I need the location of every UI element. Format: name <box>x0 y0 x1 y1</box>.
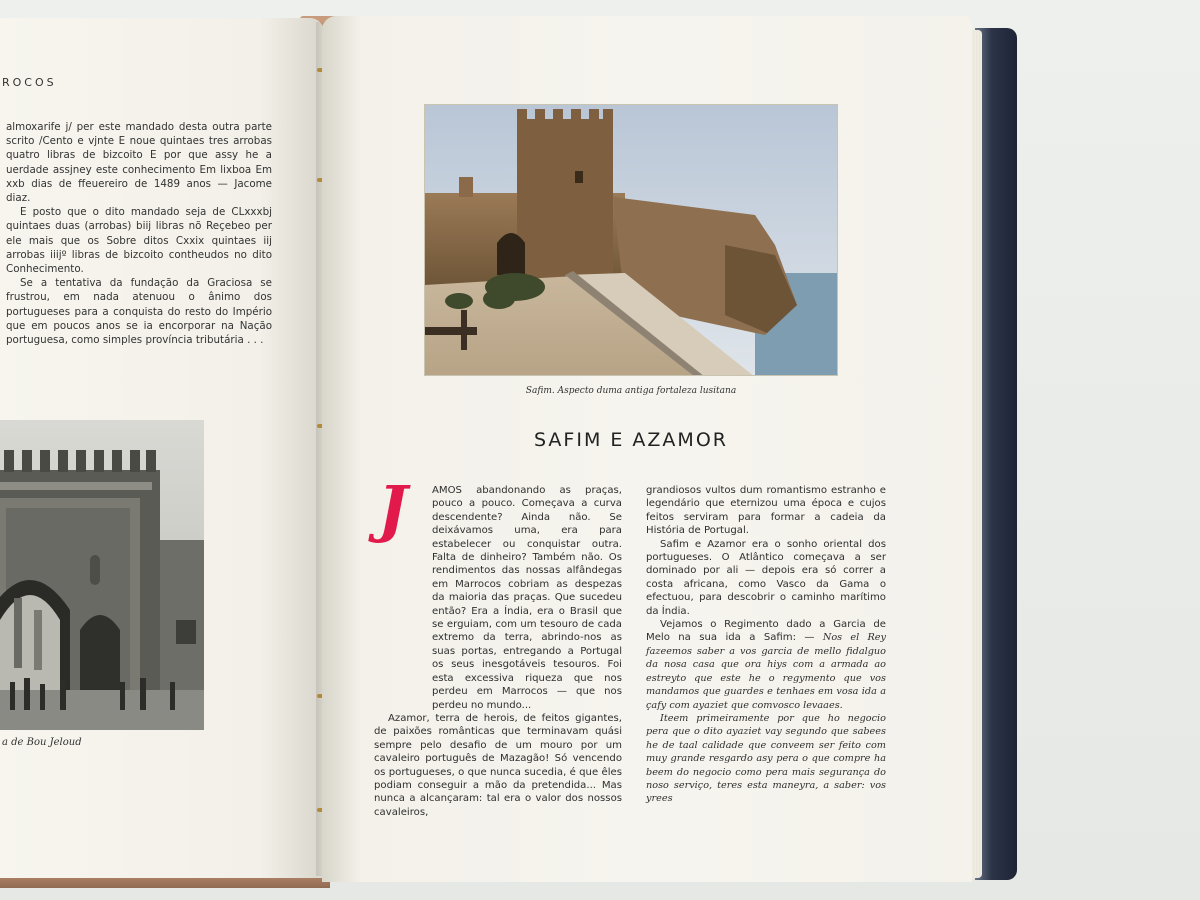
bab-bou-jeloud-photo <box>0 420 204 730</box>
text-column-left <box>374 484 622 819</box>
body-paragraph: Safim e Azamor era o sonho oriental dos portugueses. O Atlântico começava a ser dominado por ali — depois era só correr a costa africana, como Vasco da Gama o efectuou, para descobrir o caminho marítimo da Índia. <box>646 538 886 617</box>
gate-photo-caption: a de Bou Jeloud <box>2 737 82 748</box>
regimento-quote-paragraph: Iteem primeiramente por que ho negocio pera que o dito ayaziet vay segundo que sabees he de taal calidade que conveem ser feito com muy grande resgardo asy pera o que compre ha beem do negocio como pera mais segurança do noso serviço, teres esta maneyra, a saber: vos yrees <box>646 712 886 805</box>
left-page-text <box>6 120 272 347</box>
left-page <box>0 18 324 878</box>
running-head: ROCOS <box>2 76 57 89</box>
text-column-right <box>646 484 886 806</box>
left-paragraph: E posto que o dito mandado seja de CLxxxbj quintaes duas (arrobas) biij libras nõ Reçebeo per ele mais que os Sobre ditos Cxxix quintaes iij arrobas iiijº libras de bizcoito contheudos no dito Conhecimento. <box>6 206 272 276</box>
right-page <box>322 16 972 882</box>
body-paragraph: grandiosos vultos dum romantismo estranho e legendário que eternizou uma época e cujos feitos serviram para formar a cadeia da História de Portugal. <box>646 485 886 537</box>
body-paragraph <box>646 618 886 712</box>
regimento-intro: Vejamos o Regimento dado a Garcia de Melo na sua ida a Safim: — <box>646 619 886 644</box>
safim-fortress-photo <box>424 104 838 376</box>
fortress-photo-caption: Safim. Aspecto duma antiga fortaleza lusitana <box>525 386 737 396</box>
drop-cap: J <box>378 472 408 545</box>
left-paragraph: Se a tentativa da fundação da Graciosa se frustrou, em nada atenuou o ânimo dos portugueses para a conquista do resto do Império que em poucos anos se ia encorporar na Nação portuguesa, como simples província tributária . . . <box>6 277 272 347</box>
section-title: SAFIM E AZAMOR <box>534 429 728 451</box>
left-paragraph: almoxarife j/ per este mandado desta outra parte scrito /Cento e vjnte E noue quintaes tres arrobas quatro libras de bizcoito E por que assy he a uerdade assjney este conhecimento Em lixboa Em xxb dias de ffeuereiro de 1489 anos — Jacome diaz. <box>6 121 272 205</box>
body-paragraph: AMOS abandonando as praças, pouco a pouco. Começava a curva descendente? Ainda não. Se deixávamos uma, era para estabelecer ou conquistar outra. Falta de dinheiro? Também não. Os rendimentos das nossas alfândegas em Marrocos cobriam as despezas da maioria das praças. Que sucedeu então? Era a Índia, era o Brasil que se erguiam, com um tesouro de cada extremo da terra, abrindo-nos as suas portas, entregando a Portugal os seus inesgotáveis tesouros. Foi esta excessiva riqueza que nos perdeu em Marrocos — que nos perdeu no mundo... <box>432 485 622 711</box>
regimento-quote: Nos el Rey fazeemos saber a vos garcia de mello fidalguo da nosa casa que ora hiys com a armada ao estreyto que este he o regymento que vos mandamos que guardes e tenhaes em vosa ida a çafy com ayaziet que comvosco levaaes. <box>646 632 886 711</box>
body-paragraph: Azamor, terra de herois, de feitos gigantes, de paixões românticas que terminavam quási sempre pelo desafio de um mouro por um cavaleiro português de Mazagão! Só vencendo os portugueses, o que nunca sucedia, é que êles podiam conseguir a mão da pretendida... Mas nunca a alcançaram: tal era o valor dos nossos cavaleiros, <box>374 712 622 818</box>
